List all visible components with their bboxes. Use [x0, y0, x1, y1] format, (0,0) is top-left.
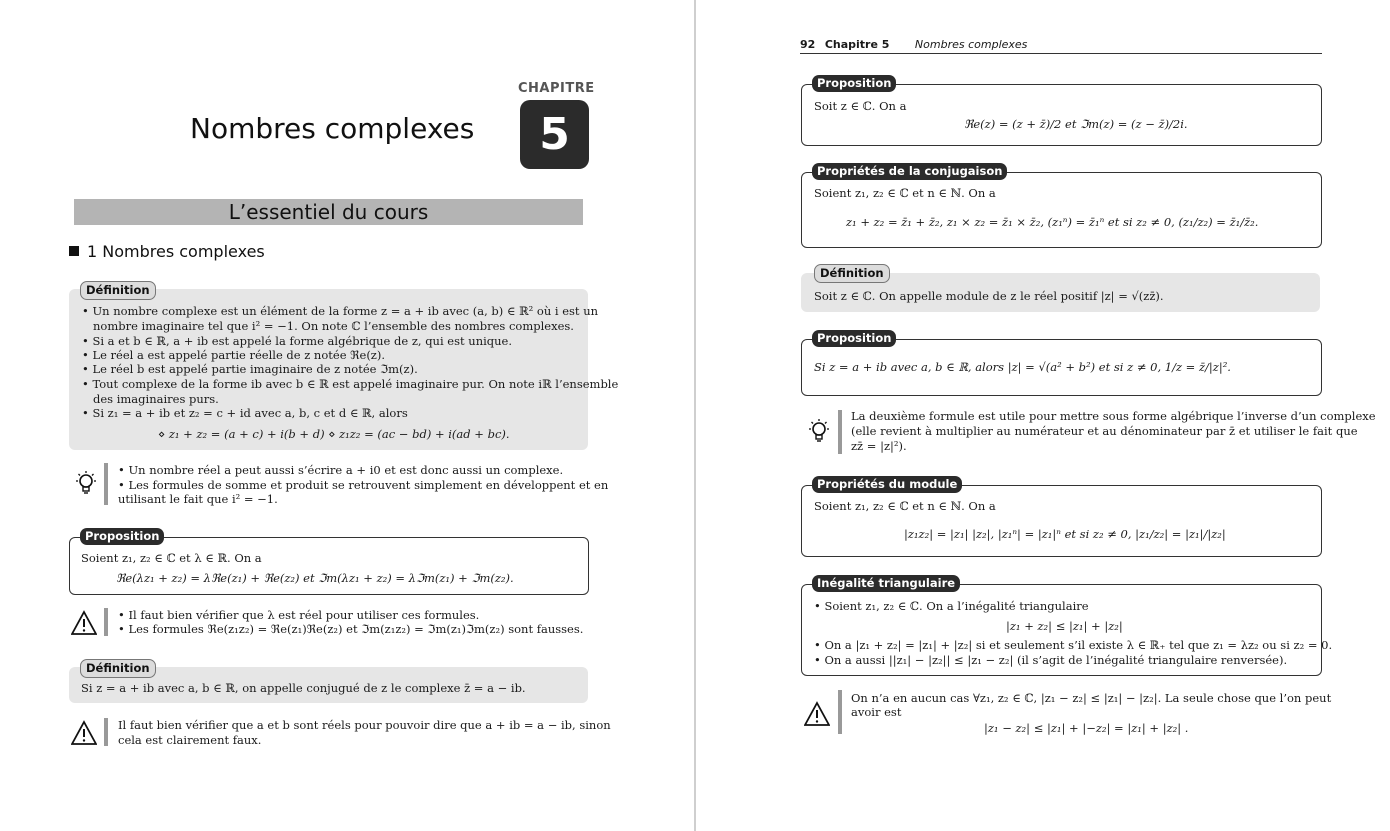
definition-tag: Définition — [80, 281, 156, 300]
chapter-label: CHAPITRE — [518, 81, 595, 96]
def1-equation: ⋄ z₁ + z₂ = (a + c) + i(b + d) ⋄ z₁z₂ = (ac − bd) + i(ad + bc). — [158, 427, 510, 441]
header-chapter: Chapitre 5 — [824, 38, 890, 51]
conj-equation: z₁ + z₂ = z̄₁ + z̄₂, z₁ × z₂ = z̄₁ × z̄₂, (z₁ⁿ) = z̄₁ⁿ et si z₂ ≠ 0, (z₁/z₂) = z̄₁/z̄₂. — [846, 215, 1259, 229]
conjugation-tag: Propriétés de la conjugaison — [812, 163, 1007, 180]
proposition-box — [801, 84, 1322, 146]
ineg-equation: |z₁ + z₂| ≤ |z₁| + |z₂| — [1006, 619, 1123, 633]
tip2-line: zz̄ = |z|²). — [851, 439, 907, 453]
warn2-line: cela est clairement faux. — [118, 733, 262, 747]
prop-a-line: Soit z ∈ ℂ. On a — [814, 99, 907, 113]
ineg-line: • On a |z₁ + z₂| = |z₁| + |z₂| si et seulement s’il existe λ ∈ ℝ₊ tel que z₁ = λz₂ ou si z₂ = 0. — [814, 638, 1333, 652]
prop-b-line: Si z = a + ib avec a, b ∈ ℝ, alors |z| = √(a² + b²) et si z ≠ 0, 1/z = z̄/|z|². — [814, 360, 1231, 374]
warning-icon — [804, 701, 830, 727]
warn2-line: Il faut bien vérifier que a et b sont réels pour pouvoir dire que a + ib = a − ib, sinon — [118, 718, 611, 732]
warning-icon — [71, 720, 97, 746]
tip2-line: La deuxième formule est utile pour mettre sous forme algébrique l’inverse d’un complexe — [851, 409, 1376, 423]
section-title: 1 Nombres complexes — [87, 242, 265, 261]
warn3-line: On n’a en aucun cas ∀z₁, z₂ ∈ ℂ, |z₁ − z₂| ≤ |z₁| − |z₂|. La seule chose que l’on peut — [851, 691, 1332, 705]
running-header — [800, 38, 1322, 54]
def2-line: Si z = a + ib avec a, b ∈ ℝ, on appelle conjugué de z le complexe z̄ = a − ib. — [81, 681, 526, 695]
tip-bar — [104, 463, 108, 505]
def1-line: • Le réel b est appelé partie imaginaire de z notée ℑm(z). — [82, 362, 418, 376]
proposition-tag: Proposition — [80, 528, 164, 545]
header-page-number: 92 — [800, 38, 816, 51]
def1-line: • Un nombre complexe est un élément de la forme z = a + ib avec (a, b) ∈ ℝ² où i est un — [82, 304, 599, 318]
warn3-line: avoir est — [851, 705, 902, 719]
right-page — [696, 0, 1390, 831]
tip1-line: utilisant le fait que i² = −1. — [118, 492, 278, 506]
proposition-tag: Proposition — [812, 330, 896, 347]
def-mod-line: Soit z ∈ ℂ. On appelle module de z le réel positif |z| = √(zz̄). — [814, 289, 1164, 303]
triangle-inequality-tag: Inégalité triangulaire — [812, 575, 960, 592]
proposition-box — [69, 537, 589, 595]
tip1-line: • Les formules de somme et produit se retrouvent simplement en développent et en — [118, 478, 609, 492]
mod-line: Soient z₁, z₂ ∈ ℂ et n ∈ ℕ. On a — [814, 499, 996, 513]
section-square-icon — [69, 246, 79, 256]
warning-icon — [71, 610, 97, 636]
warning-bar — [104, 608, 108, 636]
definition-tag: Définition — [80, 659, 156, 678]
chapter-number-box: 5 — [520, 100, 589, 169]
warn3-equation: |z₁ − z₂| ≤ |z₁| + |−z₂| = |z₁| + |z₂| . — [984, 721, 1189, 735]
prop1-line: Soient z₁, z₂ ∈ ℂ et λ ∈ ℝ. On a — [81, 551, 262, 565]
def1-line: nombre imaginaire tel que i² = −1. On note ℂ l’ensemble des nombres complexes. — [93, 319, 574, 333]
chapter-title: Nombres complexes — [190, 112, 475, 145]
prop-a-equation: ℜe(z) = (z + z̄)/2 et ℑm(z) = (z − z̄)/2i. — [964, 117, 1188, 131]
def1-line: • Si a et b ∈ ℝ, a + ib est appelé la forme algébrique de z, qui est unique. — [82, 334, 513, 348]
tip1-line: • Un nombre réel a peut aussi s’écrire a + i0 et est donc aussi un complexe. — [118, 463, 564, 477]
header-title: Nombres complexes — [914, 38, 1028, 51]
warn1-line: • Les formules ℜe(z₁z₂) = ℜe(z₁)ℜe(z₂) et ℑm(z₁z₂) = ℑm(z₁)ℑm(z₂) sont fausses. — [118, 622, 584, 636]
essentiel-banner: L’essentiel du cours — [74, 199, 583, 225]
section-heading — [69, 242, 265, 261]
def1-line: • Le réel a est appelé partie réelle de z notée ℜe(z). — [82, 348, 386, 362]
tip2-line: (elle revient à multiplier au numérateur et au dénominateur par z̄ et utiliser le fait que — [851, 424, 1358, 438]
warn1-line: • Il faut bien vérifier que λ est réel pour utiliser ces formules. — [118, 608, 480, 622]
ineg-line: • On a aussi ||z₁| − |z₂|| ≤ |z₁ − z₂| (il s’agit de l’inégalité triangulaire renversée). — [814, 653, 1288, 667]
mod-equation: |z₁z₂| = |z₁| |z₂|, |z₁ⁿ| = |z₁|ⁿ et si z₂ ≠ 0, |z₁/z₂| = |z₁|/|z₂| — [904, 527, 1226, 541]
warning-bar — [838, 690, 842, 734]
module-tag: Propriétés du module — [812, 476, 962, 493]
definition-tag: Définition — [814, 264, 890, 283]
conj-line: Soient z₁, z₂ ∈ ℂ et n ∈ ℕ. On a — [814, 186, 996, 200]
ineg-line: • Soient z₁, z₂ ∈ ℂ. On a l’inégalité triangulaire — [814, 599, 1089, 613]
def1-line: des imaginaires purs. — [93, 392, 219, 406]
conjugation-properties-box — [801, 172, 1322, 248]
def1-line: • Si z₁ = a + ib et z₂ = c + id avec a, b, c et d ∈ ℝ, alors — [82, 406, 408, 420]
lightbulb-icon — [806, 418, 832, 444]
warning-bar — [104, 718, 108, 746]
module-properties-box — [801, 485, 1322, 557]
lightbulb-icon — [73, 470, 99, 496]
def1-line: • Tout complexe de la forme ib avec b ∈ ℝ est appelé imaginaire pur. On note iℝ l’ensemble — [82, 377, 619, 391]
left-page — [0, 0, 694, 831]
proposition-tag: Proposition — [812, 75, 896, 92]
prop1-equation: ℜe(λz₁ + z₂) = λℜe(z₁) + ℜe(z₂) et ℑm(λz₁ + z₂) = λℑm(z₁) + ℑm(z₂). — [116, 571, 514, 585]
tip-bar — [838, 410, 842, 454]
